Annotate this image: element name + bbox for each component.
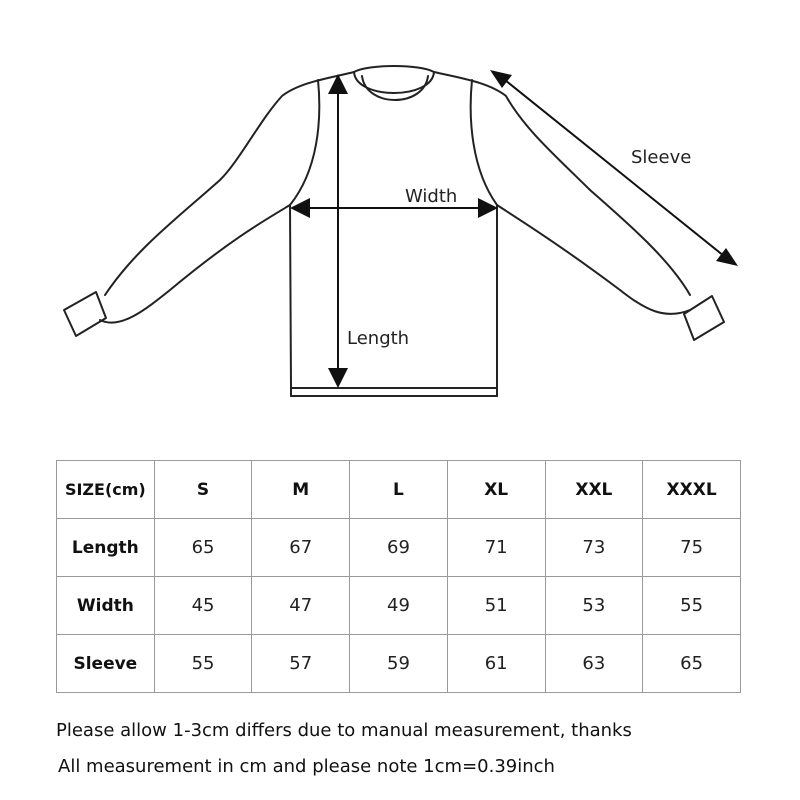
- table-cell: 57: [252, 635, 350, 693]
- size-header: M: [252, 461, 350, 519]
- table-cell: 59: [350, 635, 448, 693]
- size-header-row: [57, 461, 741, 519]
- table-cell: 53: [545, 577, 643, 635]
- table-cell: 69: [350, 519, 448, 577]
- width-label: Width: [405, 186, 458, 207]
- sleeve-arrowhead-top: [490, 70, 512, 88]
- size-chart-table: [56, 460, 741, 693]
- sleeve-label: Sleeve: [631, 147, 692, 168]
- size-header: XL: [447, 461, 545, 519]
- measurement-disclaimer: Please allow 1-3cm differs due to manual measurement, thanks: [56, 720, 632, 741]
- table-cell: 71: [447, 519, 545, 577]
- row-label: Length: [57, 519, 155, 577]
- table-cell: 61: [447, 635, 545, 693]
- table-row-sleeve: [57, 635, 741, 693]
- length-label: Length: [347, 328, 410, 349]
- size-unit-header: SIZE(cm): [57, 461, 155, 519]
- size-header: S: [154, 461, 252, 519]
- table-cell: 65: [154, 519, 252, 577]
- table-cell: 73: [545, 519, 643, 577]
- length-arrowhead-bottom: [328, 368, 348, 388]
- table-cell: 75: [643, 519, 741, 577]
- sleeve-arrowhead-bottom: [716, 248, 738, 266]
- table-cell: 55: [154, 635, 252, 693]
- table-cell: 67: [252, 519, 350, 577]
- table-cell: 63: [545, 635, 643, 693]
- table-cell: 45: [154, 577, 252, 635]
- row-label: Width: [57, 577, 155, 635]
- table-cell: 51: [447, 577, 545, 635]
- size-header: L: [350, 461, 448, 519]
- table-cell: 47: [252, 577, 350, 635]
- size-header: XXL: [545, 461, 643, 519]
- table-row-length: [57, 519, 741, 577]
- row-label: Sleeve: [57, 635, 155, 693]
- sleeve-arrow: [505, 80, 724, 256]
- size-header: XXXL: [643, 461, 741, 519]
- table-row-width: [57, 577, 741, 635]
- unit-conversion-note: All measurement in cm and please note 1cm=0.39inch: [58, 756, 555, 777]
- table-cell: 49: [350, 577, 448, 635]
- table-cell: 65: [643, 635, 741, 693]
- table-cell: 55: [643, 577, 741, 635]
